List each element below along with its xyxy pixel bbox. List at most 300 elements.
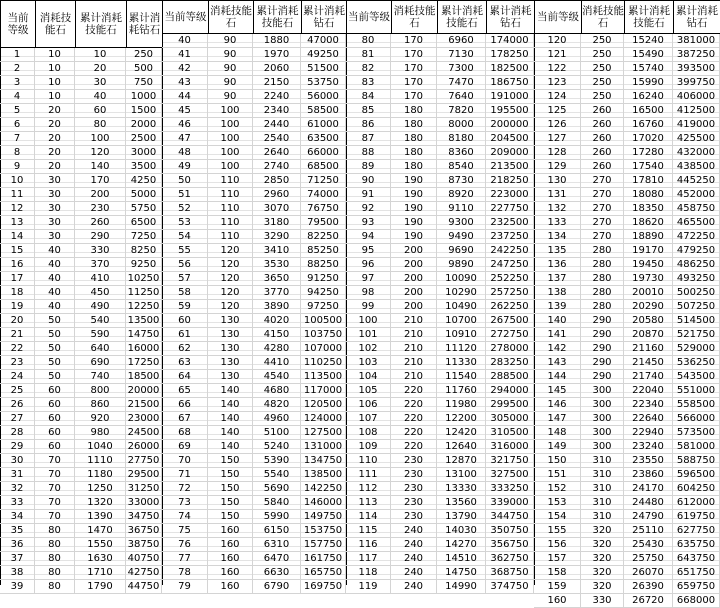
block2-cell[interactable]: 51500 <box>301 62 346 76</box>
block1-cell[interactable]: 20 <box>35 132 75 146</box>
block2-cell[interactable]: 90 <box>208 62 253 76</box>
block4-cell[interactable]: 493250 <box>673 272 720 286</box>
block1-cell[interactable]: 34750 <box>126 510 162 524</box>
block1-cell[interactable]: 6 <box>0 118 35 132</box>
block4-cell[interactable]: 280 <box>581 286 624 300</box>
block3-cell[interactable]: 368750 <box>486 566 534 580</box>
block3-cell[interactable]: 95 <box>346 244 391 258</box>
block2-cell[interactable]: 140 <box>208 384 253 398</box>
block1-cell[interactable]: 21 <box>0 328 35 342</box>
block1-cell[interactable]: 40 <box>35 258 75 272</box>
block3-cell[interactable]: 8180 <box>437 132 486 146</box>
block2-cell[interactable]: 169750 <box>301 580 346 594</box>
block1-cell[interactable]: 2000 <box>126 118 162 132</box>
block2-cell[interactable]: 76750 <box>301 202 346 216</box>
block3-cell[interactable]: 200 <box>391 286 437 300</box>
block3-cell[interactable]: 10090 <box>437 272 486 286</box>
block4-cell[interactable]: 458750 <box>673 202 720 216</box>
block4-cell[interactable]: 23550 <box>624 454 673 468</box>
block4-cell[interactable]: 138 <box>534 286 581 300</box>
block3-cell[interactable]: 14750 <box>437 566 486 580</box>
block4-cell[interactable]: 290 <box>581 342 624 356</box>
block1-cell[interactable]: 10250 <box>126 272 162 286</box>
block4-cell[interactable]: 250 <box>581 90 624 104</box>
block2-cell[interactable]: 5840 <box>253 496 301 510</box>
block2-cell[interactable]: 4540 <box>253 370 301 384</box>
block1-cell[interactable]: 20 <box>75 62 126 76</box>
block4-cell[interactable]: 148 <box>534 426 581 440</box>
block1-cell[interactable]: 70 <box>35 510 75 524</box>
block3-cell[interactable]: 200 <box>391 272 437 286</box>
block3-cell[interactable]: 12870 <box>437 454 486 468</box>
block1-cell[interactable]: 40750 <box>126 552 162 566</box>
block4-cell[interactable]: 134 <box>534 230 581 244</box>
block3-cell[interactable]: 13560 <box>437 496 486 510</box>
block1-cell[interactable]: 100 <box>75 132 126 146</box>
block2-cell[interactable]: 77 <box>162 552 208 566</box>
block3-cell[interactable]: 230 <box>391 496 437 510</box>
block1-cell[interactable]: 80 <box>35 566 75 580</box>
block1-cell[interactable]: 25 <box>0 384 35 398</box>
block3-cell[interactable]: 218250 <box>486 174 534 188</box>
block2-cell[interactable]: 2850 <box>253 174 301 188</box>
block2-cell[interactable]: 100 <box>208 160 253 174</box>
block2-cell[interactable]: 3290 <box>253 230 301 244</box>
block1-cell[interactable]: 1470 <box>75 524 126 538</box>
block3-cell[interactable]: 11120 <box>437 342 486 356</box>
block3-cell[interactable]: 94 <box>346 230 391 244</box>
block3-cell[interactable]: 119 <box>346 580 391 594</box>
block1-cell[interactable]: 35 <box>0 524 35 538</box>
block2-cell[interactable]: 3180 <box>253 216 301 230</box>
block3-cell[interactable]: 190 <box>391 202 437 216</box>
block1-cell[interactable]: 26 <box>0 398 35 412</box>
block4-cell[interactable]: 19170 <box>624 244 673 258</box>
block2-cell[interactable]: 53 <box>162 216 208 230</box>
block1-cell[interactable]: 30 <box>35 174 75 188</box>
block4-cell[interactable]: 465500 <box>673 216 720 230</box>
block1-cell[interactable]: 12250 <box>126 300 162 314</box>
block2-cell[interactable]: 54 <box>162 230 208 244</box>
block3-cell[interactable]: 227750 <box>486 202 534 216</box>
block2-cell[interactable]: 130 <box>208 356 253 370</box>
block4-cell[interactable]: 22940 <box>624 426 673 440</box>
block3-cell[interactable]: 288500 <box>486 370 534 384</box>
block2-cell[interactable]: 5100 <box>253 426 301 440</box>
block3-cell[interactable]: 252250 <box>486 272 534 286</box>
block3-cell[interactable]: 180 <box>391 160 437 174</box>
block4-cell[interactable]: 143 <box>534 356 581 370</box>
block4-cell[interactable]: 260 <box>581 104 624 118</box>
block4-cell[interactable]: 659750 <box>673 580 720 594</box>
block4-cell[interactable]: 500250 <box>673 286 720 300</box>
block3-cell[interactable]: 10290 <box>437 286 486 300</box>
block2-cell[interactable]: 91250 <box>301 272 346 286</box>
block1-cell[interactable]: 23000 <box>126 412 162 426</box>
block1-cell[interactable]: 3000 <box>126 146 162 160</box>
block1-cell[interactable]: 50 <box>35 356 75 370</box>
block3-cell[interactable]: 230 <box>391 510 437 524</box>
block4-cell[interactable]: 280 <box>581 258 624 272</box>
block2-cell[interactable]: 113500 <box>301 370 346 384</box>
block3-cell[interactable]: 333250 <box>486 482 534 496</box>
block1-cell[interactable]: 40 <box>35 286 75 300</box>
block3-cell[interactable]: 80 <box>346 34 391 48</box>
block4-cell[interactable]: 160 <box>534 594 581 608</box>
block4-cell[interactable]: 250 <box>581 48 624 62</box>
block4-cell[interactable]: 17020 <box>624 132 673 146</box>
block1-cell[interactable]: 1000 <box>126 90 162 104</box>
block3-cell[interactable]: 180 <box>391 118 437 132</box>
block2-cell[interactable]: 90 <box>208 48 253 62</box>
block4-cell[interactable]: 280 <box>581 244 624 258</box>
block4-cell[interactable]: 24790 <box>624 510 673 524</box>
block4-cell[interactable]: 20870 <box>624 328 673 342</box>
block3-cell[interactable]: 294000 <box>486 384 534 398</box>
block3-cell[interactable]: 106 <box>346 398 391 412</box>
block3-cell[interactable]: 109 <box>346 440 391 454</box>
block4-cell[interactable]: 21450 <box>624 356 673 370</box>
block4-cell[interactable]: 15490 <box>624 48 673 62</box>
block1-cell[interactable]: 1110 <box>75 454 126 468</box>
block3-cell[interactable]: 13330 <box>437 482 486 496</box>
block3-cell[interactable]: 91 <box>346 188 391 202</box>
block3-cell[interactable]: 7640 <box>437 90 486 104</box>
block3-cell[interactable]: 9890 <box>437 258 486 272</box>
block2-cell[interactable]: 64 <box>162 370 208 384</box>
block3-cell[interactable]: 190 <box>391 174 437 188</box>
block2-cell[interactable]: 79500 <box>301 216 346 230</box>
block3-cell[interactable]: 8920 <box>437 188 486 202</box>
block4-cell[interactable]: 543500 <box>673 370 720 384</box>
block1-cell[interactable]: 230 <box>75 202 126 216</box>
block3-cell[interactable]: 110 <box>346 454 391 468</box>
block1-cell[interactable]: 3 <box>0 76 35 90</box>
block4-cell[interactable]: 135 <box>534 244 581 258</box>
block1-cell[interactable]: 44750 <box>126 580 162 594</box>
block2-cell[interactable]: 65 <box>162 384 208 398</box>
block3-cell[interactable]: 98 <box>346 286 391 300</box>
block1-cell[interactable]: 10 <box>35 76 75 90</box>
block3-cell[interactable]: 170 <box>391 48 437 62</box>
block1-cell[interactable]: 2500 <box>126 132 162 146</box>
block3-cell[interactable]: 108 <box>346 426 391 440</box>
block3-cell[interactable]: 230 <box>391 454 437 468</box>
block1-cell[interactable]: 10 <box>0 174 35 188</box>
block2-cell[interactable]: 49 <box>162 160 208 174</box>
block3-cell[interactable]: 240 <box>391 580 437 594</box>
block1-cell[interactable]: 80 <box>35 524 75 538</box>
block3-cell[interactable]: 118 <box>346 566 391 580</box>
block4-cell[interactable]: 310 <box>581 454 624 468</box>
block3-cell[interactable]: 210 <box>391 342 437 356</box>
block2-cell[interactable]: 2150 <box>253 76 301 90</box>
block1-cell[interactable]: 5 <box>0 104 35 118</box>
block2-cell[interactable]: 4680 <box>253 384 301 398</box>
block4-cell[interactable]: 320 <box>581 552 624 566</box>
block3-cell[interactable]: 102 <box>346 342 391 356</box>
block2-cell[interactable]: 61 <box>162 328 208 342</box>
block1-cell[interactable]: 20 <box>35 146 75 160</box>
block1-cell[interactable]: 1040 <box>75 440 126 454</box>
block4-cell[interactable]: 270 <box>581 230 624 244</box>
block3-cell[interactable]: 12640 <box>437 440 486 454</box>
block2-cell[interactable]: 1880 <box>253 34 301 48</box>
block1-cell[interactable]: 30 <box>0 454 35 468</box>
block2-cell[interactable]: 44 <box>162 90 208 104</box>
block1-cell[interactable]: 60 <box>35 440 75 454</box>
block3-cell[interactable]: 190 <box>391 216 437 230</box>
block3-cell[interactable]: 9490 <box>437 230 486 244</box>
block4-cell[interactable]: 300 <box>581 412 624 426</box>
block4-cell[interactable]: 551000 <box>673 384 720 398</box>
block1-cell[interactable]: 1250 <box>75 482 126 496</box>
block3-cell[interactable]: 210 <box>391 314 437 328</box>
block4-cell[interactable]: 25430 <box>624 538 673 552</box>
block3-cell[interactable]: 350750 <box>486 524 534 538</box>
block3-cell[interactable]: 170 <box>391 34 437 48</box>
block1-cell[interactable]: 29500 <box>126 468 162 482</box>
block4-cell[interactable]: 250 <box>581 34 624 48</box>
block1-cell[interactable]: 980 <box>75 426 126 440</box>
block2-cell[interactable]: 150 <box>208 454 253 468</box>
block2-cell[interactable]: 5990 <box>253 510 301 524</box>
block2-cell[interactable]: 103750 <box>301 328 346 342</box>
block1-cell[interactable]: 31250 <box>126 482 162 496</box>
block3-cell[interactable]: 242250 <box>486 244 534 258</box>
block4-cell[interactable]: 558500 <box>673 398 720 412</box>
block1-cell[interactable]: 2 <box>0 62 35 76</box>
block3-cell[interactable]: 83 <box>346 76 391 90</box>
block1-cell[interactable]: 20000 <box>126 384 162 398</box>
block3-cell[interactable]: 220 <box>391 426 437 440</box>
block3-cell[interactable]: 230 <box>391 468 437 482</box>
block3-cell[interactable]: 14270 <box>437 538 486 552</box>
block4-cell[interactable]: 432000 <box>673 146 720 160</box>
block4-cell[interactable]: 21740 <box>624 370 673 384</box>
block2-cell[interactable]: 43 <box>162 76 208 90</box>
block4-cell[interactable]: 144 <box>534 370 581 384</box>
block4-cell[interactable]: 22040 <box>624 384 673 398</box>
block2-cell[interactable]: 82250 <box>301 230 346 244</box>
block2-cell[interactable]: 6470 <box>253 552 301 566</box>
block1-cell[interactable]: 1180 <box>75 468 126 482</box>
block2-cell[interactable]: 165750 <box>301 566 346 580</box>
block2-cell[interactable]: 6790 <box>253 580 301 594</box>
block2-cell[interactable]: 2540 <box>253 132 301 146</box>
block4-cell[interactable]: 17280 <box>624 146 673 160</box>
block2-cell[interactable]: 150 <box>208 510 253 524</box>
block3-cell[interactable]: 105 <box>346 384 391 398</box>
block3-cell[interactable]: 10490 <box>437 300 486 314</box>
block1-cell[interactable]: 690 <box>75 356 126 370</box>
block2-cell[interactable]: 3070 <box>253 202 301 216</box>
block1-cell[interactable]: 40 <box>35 300 75 314</box>
block2-cell[interactable]: 71 <box>162 468 208 482</box>
block4-cell[interactable]: 128 <box>534 146 581 160</box>
block2-cell[interactable]: 150 <box>208 496 253 510</box>
block3-cell[interactable]: 10910 <box>437 328 486 342</box>
block4-cell[interactable]: 18080 <box>624 188 673 202</box>
block3-cell[interactable]: 12420 <box>437 426 486 440</box>
block3-cell[interactable]: 103 <box>346 356 391 370</box>
block4-cell[interactable]: 125 <box>534 104 581 118</box>
block2-cell[interactable]: 4410 <box>253 356 301 370</box>
block4-cell[interactable]: 310 <box>581 510 624 524</box>
block3-cell[interactable]: 374750 <box>486 580 534 594</box>
block4-cell[interactable]: 139 <box>534 300 581 314</box>
block3-cell[interactable]: 8730 <box>437 174 486 188</box>
block1-cell[interactable]: 250 <box>126 48 162 62</box>
block1-cell[interactable]: 11 <box>0 188 35 202</box>
block4-cell[interactable]: 131 <box>534 188 581 202</box>
block3-cell[interactable]: 111 <box>346 468 391 482</box>
block1-cell[interactable]: 640 <box>75 342 126 356</box>
block1-cell[interactable]: 31 <box>0 468 35 482</box>
block4-cell[interactable]: 19450 <box>624 258 673 272</box>
block4-cell[interactable]: 588750 <box>673 454 720 468</box>
block2-cell[interactable]: 100 <box>208 132 253 146</box>
block4-cell[interactable]: 151 <box>534 468 581 482</box>
block1-cell[interactable]: 590 <box>75 328 126 342</box>
block1-cell[interactable]: 38 <box>0 566 35 580</box>
block4-cell[interactable]: 425500 <box>673 132 720 146</box>
block2-cell[interactable]: 68 <box>162 426 208 440</box>
block3-cell[interactable]: 117 <box>346 552 391 566</box>
block4-cell[interactable]: 157 <box>534 552 581 566</box>
block1-cell[interactable]: 40 <box>35 272 75 286</box>
block1-cell[interactable]: 39 <box>0 580 35 594</box>
block4-cell[interactable]: 381000 <box>673 34 720 48</box>
block2-cell[interactable]: 76 <box>162 538 208 552</box>
block4-cell[interactable]: 399750 <box>673 76 720 90</box>
block4-cell[interactable]: 445250 <box>673 174 720 188</box>
block3-cell[interactable]: 200 <box>391 258 437 272</box>
block3-cell[interactable]: 92 <box>346 202 391 216</box>
block4-cell[interactable]: 142 <box>534 342 581 356</box>
block4-cell[interactable]: 393500 <box>673 62 720 76</box>
block3-cell[interactable]: 195500 <box>486 104 534 118</box>
block3-cell[interactable]: 210 <box>391 370 437 384</box>
block3-cell[interactable]: 200000 <box>486 118 534 132</box>
block2-cell[interactable]: 97250 <box>301 300 346 314</box>
block1-cell[interactable]: 14750 <box>126 328 162 342</box>
block2-cell[interactable]: 90 <box>208 34 253 48</box>
block4-cell[interactable]: 145 <box>534 384 581 398</box>
block4-cell[interactable]: 147 <box>534 412 581 426</box>
block4-cell[interactable]: 290 <box>581 356 624 370</box>
block3-cell[interactable]: 213500 <box>486 160 534 174</box>
block3-cell[interactable]: 6960 <box>437 34 486 48</box>
block4-cell[interactable]: 514500 <box>673 314 720 328</box>
block4-cell[interactable]: 140 <box>534 314 581 328</box>
block4-cell[interactable]: 300 <box>581 440 624 454</box>
block1-cell[interactable]: 140 <box>75 160 126 174</box>
block4-cell[interactable]: 18890 <box>624 230 673 244</box>
block1-cell[interactable]: 32 <box>0 482 35 496</box>
block2-cell[interactable]: 150 <box>208 482 253 496</box>
block2-cell[interactable]: 138500 <box>301 468 346 482</box>
block3-cell[interactable]: 180 <box>391 146 437 160</box>
block3-cell[interactable]: 107 <box>346 412 391 426</box>
block2-cell[interactable]: 127500 <box>301 426 346 440</box>
block2-cell[interactable]: 66 <box>162 398 208 412</box>
block3-cell[interactable]: 14990 <box>437 580 486 594</box>
block1-cell[interactable]: 16 <box>0 258 35 272</box>
block1-cell[interactable]: 10 <box>35 90 75 104</box>
block4-cell[interactable]: 280 <box>581 272 624 286</box>
block2-cell[interactable]: 51 <box>162 188 208 202</box>
block2-cell[interactable]: 110 <box>208 216 253 230</box>
block3-cell[interactable]: 190 <box>391 188 437 202</box>
block1-cell[interactable]: 24 <box>0 370 35 384</box>
block2-cell[interactable]: 68500 <box>301 160 346 174</box>
block1-cell[interactable]: 920 <box>75 412 126 426</box>
block3-cell[interactable]: 240 <box>391 566 437 580</box>
block2-cell[interactable]: 157750 <box>301 538 346 552</box>
block1-cell[interactable]: 330 <box>75 244 126 258</box>
block3-cell[interactable]: 174000 <box>486 34 534 48</box>
block4-cell[interactable]: 158 <box>534 566 581 580</box>
block3-cell[interactable]: 97 <box>346 272 391 286</box>
block2-cell[interactable]: 72 <box>162 482 208 496</box>
block3-cell[interactable]: 8000 <box>437 118 486 132</box>
block2-cell[interactable]: 4960 <box>253 412 301 426</box>
block2-cell[interactable]: 50 <box>162 174 208 188</box>
block4-cell[interactable]: 26390 <box>624 580 673 594</box>
block2-cell[interactable]: 120 <box>208 258 253 272</box>
block3-cell[interactable]: 283250 <box>486 356 534 370</box>
block4-cell[interactable]: 19730 <box>624 272 673 286</box>
block1-cell[interactable]: 18 <box>0 286 35 300</box>
block4-cell[interactable]: 130 <box>534 174 581 188</box>
block4-cell[interactable]: 15990 <box>624 76 673 90</box>
block1-cell[interactable]: 28 <box>0 426 35 440</box>
block2-cell[interactable]: 153750 <box>301 524 346 538</box>
block1-cell[interactable]: 50 <box>35 342 75 356</box>
block2-cell[interactable]: 130 <box>208 314 253 328</box>
block1-cell[interactable]: 14 <box>0 230 35 244</box>
block3-cell[interactable]: 210 <box>391 356 437 370</box>
block1-cell[interactable]: 120 <box>75 146 126 160</box>
block3-cell[interactable]: 104 <box>346 370 391 384</box>
block4-cell[interactable]: 406000 <box>673 90 720 104</box>
block2-cell[interactable]: 130 <box>208 328 253 342</box>
block2-cell[interactable]: 78 <box>162 566 208 580</box>
block2-cell[interactable]: 120 <box>208 286 253 300</box>
block4-cell[interactable]: 270 <box>581 216 624 230</box>
block2-cell[interactable]: 60 <box>162 314 208 328</box>
block1-cell[interactable]: 200 <box>75 188 126 202</box>
block4-cell[interactable]: 596500 <box>673 468 720 482</box>
block2-cell[interactable]: 2640 <box>253 146 301 160</box>
block3-cell[interactable]: 240 <box>391 552 437 566</box>
block3-cell[interactable]: 362750 <box>486 552 534 566</box>
block4-cell[interactable]: 141 <box>534 328 581 342</box>
block2-cell[interactable]: 150 <box>208 468 253 482</box>
block1-cell[interactable]: 1550 <box>75 538 126 552</box>
block4-cell[interactable]: 573500 <box>673 426 720 440</box>
block1-cell[interactable]: 800 <box>75 384 126 398</box>
block3-cell[interactable]: 186750 <box>486 76 534 90</box>
block2-cell[interactable]: 146000 <box>301 496 346 510</box>
block2-cell[interactable]: 5690 <box>253 482 301 496</box>
block4-cell[interactable]: 121 <box>534 48 581 62</box>
block1-cell[interactable]: 80 <box>75 118 126 132</box>
block4-cell[interactable]: 260 <box>581 132 624 146</box>
block4-cell[interactable]: 137 <box>534 272 581 286</box>
block4-cell[interactable]: 320 <box>581 580 624 594</box>
